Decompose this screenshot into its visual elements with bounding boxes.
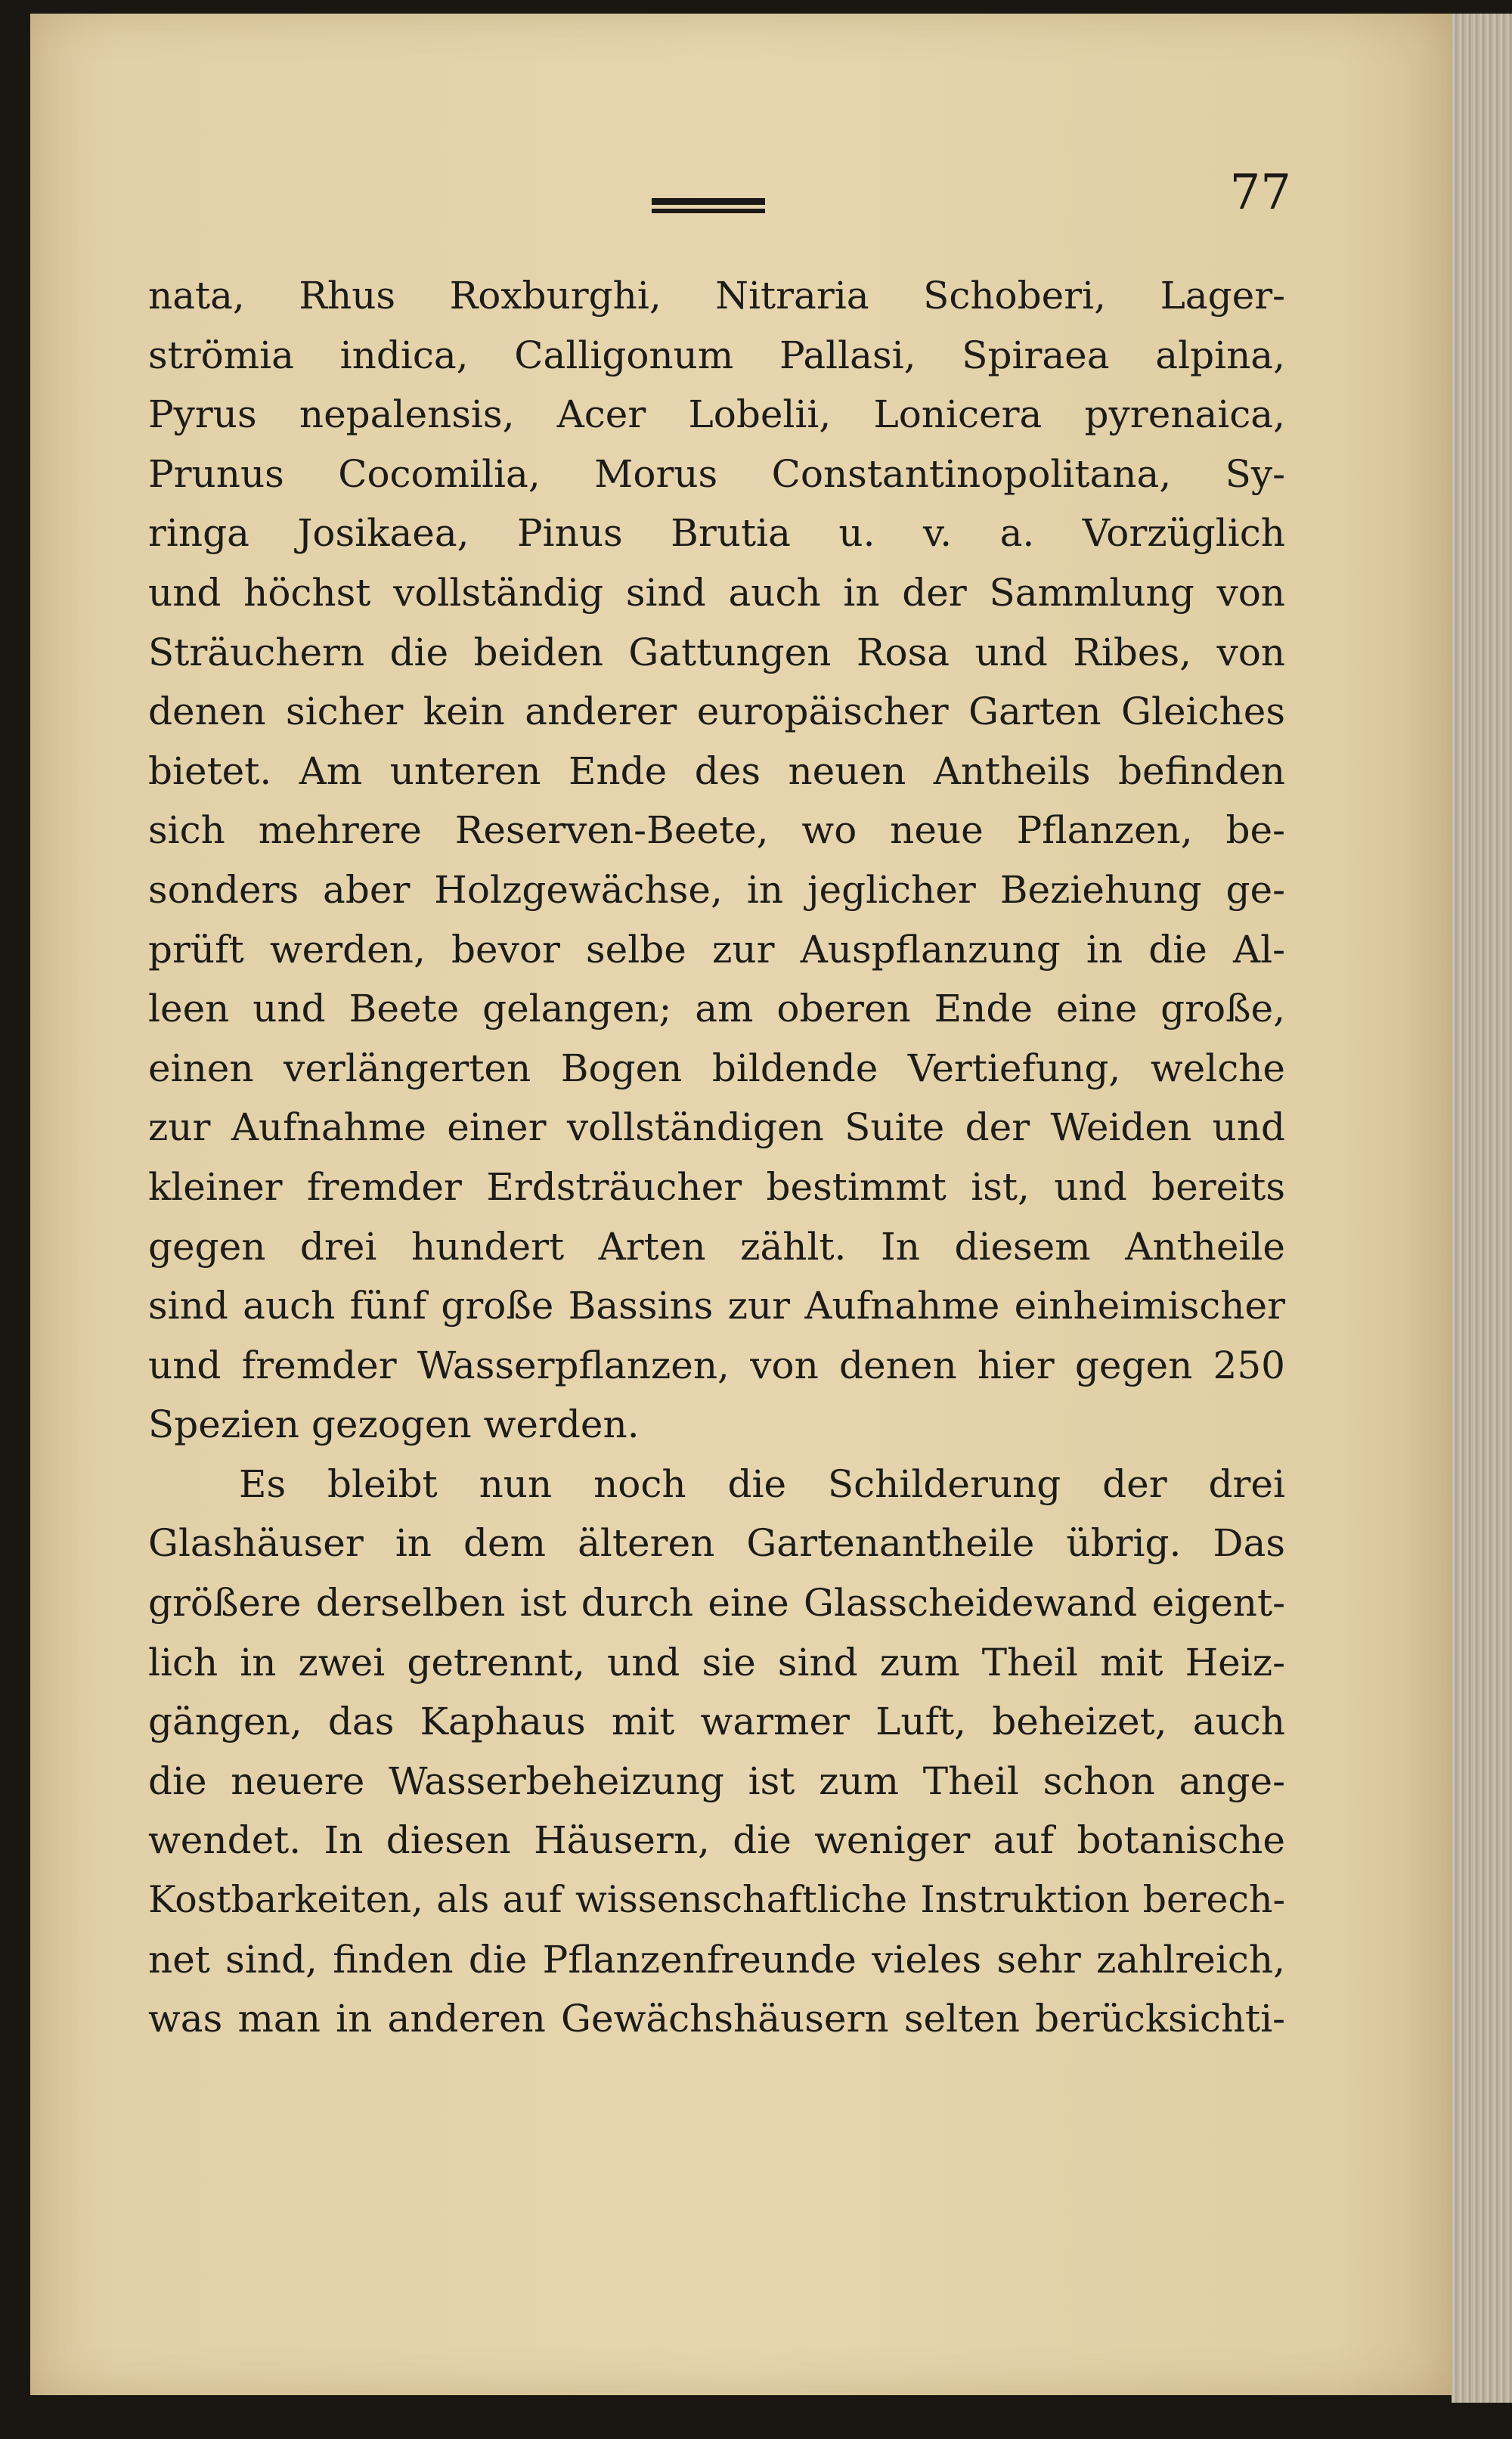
text-line: Es bleibt nun noch die Schilderung der drei	[239, 1461, 1285, 1506]
text-line: die neuere Wasserbeheizung ist zum Theil schon ange-	[148, 1759, 1285, 1803]
page-number: 77	[1229, 165, 1291, 221]
text-line: wendet. In diesen Häusern, die weniger auf botanische	[148, 1818, 1285, 1863]
text-line: gängen, das Kaphaus mit warmer Luft, beheizet, auch	[148, 1700, 1285, 1744]
text-line: und höchst vollständig sind auch in der Sammlung von	[148, 570, 1285, 615]
body-text	[148, 266, 1285, 2049]
text-line: denen sicher kein anderer europäischer Garten Gleiches	[148, 690, 1285, 734]
header-rule	[652, 198, 765, 218]
text-line: einen verlängerten Bogen bildende Vertiefung, welche	[148, 1046, 1285, 1090]
text-line: Kostbarkeiten, als auf wissenschaftliche Instruktion berech-	[148, 1878, 1285, 1922]
header-rule-bar-bottom	[652, 209, 765, 213]
header-rule-bar-top	[652, 198, 765, 205]
text-line: strömia indica, Calligonum Pallasi, Spiraea alpina,	[148, 333, 1285, 377]
text-line: Pyrus nepalensis, Acer Lobelii, Lonicera pyrenaica,	[148, 392, 1285, 437]
text-line: sich mehrere Reserven-Beete, wo neue Pflanzen, be-	[148, 808, 1285, 853]
text-line: größere derselben ist durch eine Glasscheidewand eigent-	[148, 1581, 1285, 1625]
text-line: nata, Rhus Roxburghi, Nitraria Schoberi, Lager-	[148, 274, 1285, 318]
text-line: bietet. Am unteren Ende des neuen Antheils befinden	[148, 748, 1285, 793]
text-line: Spezien gezogen werden.	[148, 1402, 640, 1447]
text-line: sonders aber Holzgewächse, in jeglicher Beziehung ge-	[148, 867, 1285, 912]
text-line: kleiner fremder Erdsträucher bestimmt ist, und bereits	[148, 1164, 1285, 1209]
text-line: und fremder Wasserpflanzen, von denen hier gegen 250	[148, 1343, 1285, 1387]
text-line: lich in zwei getrennt, und sie sind zum Theil mit Heiz-	[148, 1640, 1285, 1684]
text-line: prüft werden, bevor selbe zur Auspflanzung in die Al-	[148, 927, 1285, 972]
text-line: Prunus Cocomilia, Morus Constantinopolitana, Sy-	[148, 451, 1285, 496]
text-line: was man in anderen Gewächshäusern selten berücksichti-	[148, 1997, 1285, 2041]
text-line: net sind, finden die Pflanzenfreunde vieles sehr zahlreich,	[148, 1937, 1285, 1982]
text-line: Glashäuser in dem älteren Gartenantheile übrig. Das	[148, 1521, 1285, 1566]
text-line: Sträuchern die beiden Gattungen Rosa und Ribes, von	[148, 630, 1285, 674]
text-line: ringa Josikaea, Pinus Brutia u. v. a. Vorzüglich	[148, 511, 1285, 556]
text-line: zur Aufnahme einer vollständigen Suite der Weiden und	[148, 1105, 1285, 1150]
text-line: leen und Beete gelangen; am oberen Ende eine große,	[148, 987, 1285, 1031]
text-line: sind auch fünf große Bassins zur Aufnahme einheimischer	[148, 1284, 1285, 1328]
page-edge	[1452, 14, 1512, 2403]
text-line: gegen drei hundert Arten zählt. In diesem Antheile	[148, 1224, 1285, 1269]
